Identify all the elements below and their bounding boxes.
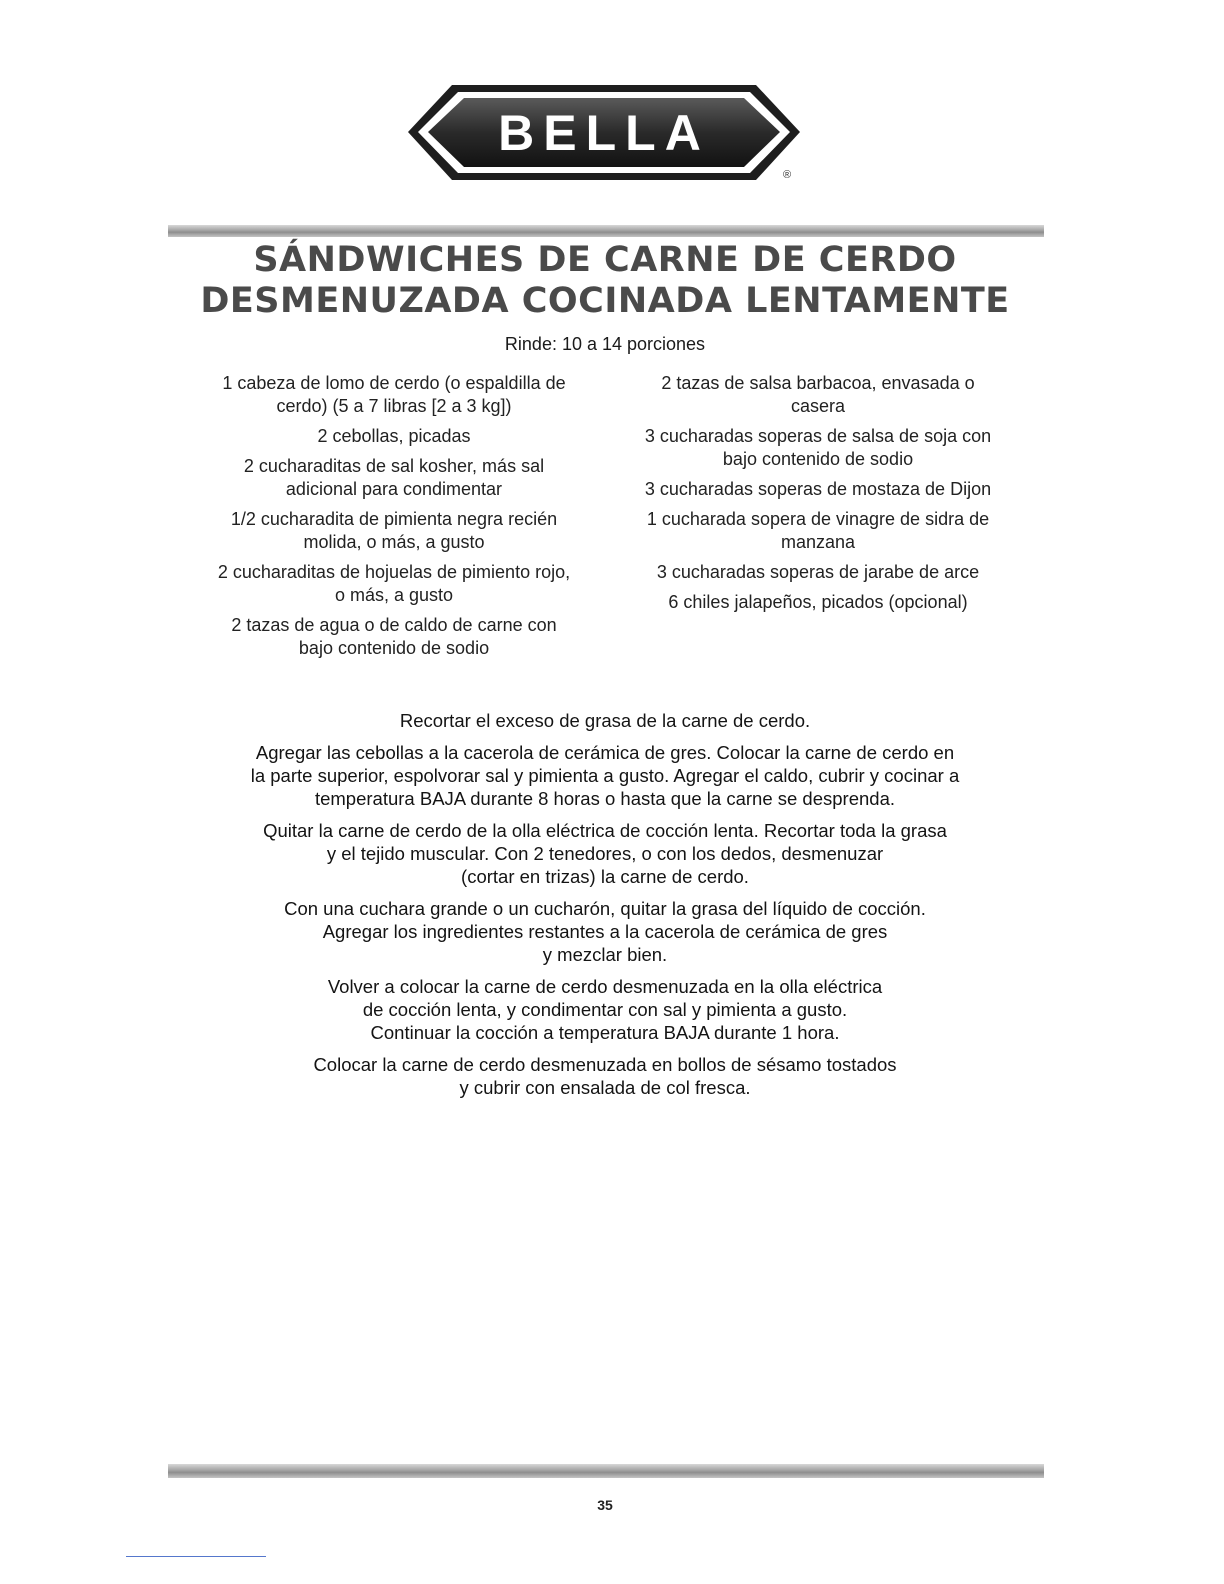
ingredient-item <box>618 561 1018 584</box>
title-line: SÁNDWICHES DE CARNE DE CERDO <box>253 240 957 280</box>
instructions <box>180 709 1030 1108</box>
brand-logo <box>404 80 804 190</box>
ingredient-item <box>618 425 1018 471</box>
ingredient-line: manzana <box>780 532 856 552</box>
ingredient-item <box>198 614 590 660</box>
instruction-line: y el tejido muscular. Con 2 tenedores, o con los dedos, desmenuzar <box>326 843 884 864</box>
brand-name: BELLA <box>498 105 710 161</box>
ingredient-item <box>198 561 590 607</box>
recipe-yield: Rinde: 10 a 14 porciones <box>504 334 706 354</box>
title-line: DESMENUZADA COCINADA LENTAMENTE <box>200 281 1010 321</box>
instruction-line: y mezclar bien. <box>542 944 668 965</box>
ingredient-line: cerdo) (5 a 7 libras [2 a 3 kg]) <box>276 396 512 416</box>
instruction-line: Continuar la cocción a temperatura BAJA durante 1 hora. <box>370 1022 840 1043</box>
instruction-line: Agregar los ingredientes restantes a la cacerola de cerámica de gres <box>322 921 888 942</box>
ingredient-item <box>618 478 1018 501</box>
instruction-step <box>180 709 1030 732</box>
ingredient-line: molida, o más, a gusto <box>303 532 485 552</box>
ingredient-line: 6 chiles jalapeños, picados (opcional) <box>668 592 968 612</box>
ingredient-line: bajo contenido de sodio <box>298 638 490 658</box>
instruction-step <box>180 975 1030 1044</box>
instruction-line: Agregar las cebollas a la cacerola de cerámica de gres. Colocar la carne de cerdo en <box>255 742 955 763</box>
ingredient-line: 3 cucharadas soperas de salsa de soja con <box>644 426 992 446</box>
instruction-line: de cocción lenta, y condimentar con sal y pimienta a gusto. <box>362 999 848 1020</box>
ingredient-line: casera <box>790 396 846 416</box>
ingredient-item <box>618 591 1018 614</box>
instruction-line: la parte superior, espolvorar sal y pimienta a gusto. Agregar el caldo, cubrir y cocinar a <box>250 765 960 786</box>
bottom-divider <box>168 1464 1044 1478</box>
ingredient-item <box>198 508 590 554</box>
ingredient-item <box>618 508 1018 554</box>
logo-badge-icon <box>404 80 804 190</box>
instruction-line: (cortar en trizas) la carne de cerdo. <box>461 866 749 887</box>
ingredient-item <box>198 455 590 501</box>
instruction-step <box>180 741 1030 810</box>
instruction-line: Volver a colocar la carne de cerdo desmenuzada en la olla eléctrica <box>327 976 883 997</box>
ingredient-line: 3 cucharadas soperas de jarabe de arce <box>656 562 980 582</box>
recipe-title <box>150 240 1060 322</box>
ingredient-line: 1 cabeza de lomo de cerdo (o espaldilla de <box>222 373 566 393</box>
ingredients-left-column <box>198 372 590 667</box>
instruction-line: y cubrir con ensalada de col fresca. <box>459 1077 751 1098</box>
ingredient-line: 2 tazas de agua o de caldo de carne con <box>231 615 557 635</box>
ingredients-right-column <box>618 372 1018 621</box>
ingredient-line: 1/2 cucharadita de pimienta negra recién <box>230 509 558 529</box>
ingredient-line: 2 cebollas, picadas <box>317 426 471 446</box>
ingredient-item <box>198 425 590 448</box>
ingredient-line: 3 cucharadas soperas de mostaza de Dijon <box>644 479 992 499</box>
instruction-line: Colocar la carne de cerdo desmenuzada en bollos de sésamo tostados <box>313 1054 897 1075</box>
ingredient-line: bajo contenido de sodio <box>722 449 914 469</box>
instruction-step <box>180 1053 1030 1099</box>
ingredient-line: adicional para condimentar <box>285 479 503 499</box>
registered-mark: ® <box>782 169 792 181</box>
instruction-step <box>180 897 1030 966</box>
instruction-line: Con una cuchara grande o un cucharón, quitar la grasa del líquido de cocción. <box>284 898 926 919</box>
top-divider <box>168 225 1044 237</box>
instruction-line: Recortar el exceso de grasa de la carne de cerdo. <box>399 710 811 731</box>
instruction-step <box>180 819 1030 888</box>
instruction-line: Quitar la carne de cerdo de la olla eléctrica de cocción lenta. Recortar toda la grasa <box>263 820 947 841</box>
ingredient-item <box>618 372 1018 418</box>
ingredient-line: o más, a gusto <box>334 585 454 605</box>
instruction-line: temperatura BAJA durante 8 horas o hasta que la carne se desprenda. <box>314 788 896 809</box>
ingredient-line: 2 cucharaditas de hojuelas de pimiento rojo, <box>217 562 571 582</box>
page-number: 35 <box>597 1497 613 1513</box>
ingredient-item <box>198 372 590 418</box>
ingredient-line: 2 tazas de salsa barbacoa, envasada o <box>661 373 975 393</box>
footnote-separator <box>126 1556 266 1557</box>
ingredient-line: 2 cucharaditas de sal kosher, más sal <box>243 456 545 476</box>
ingredient-line: 1 cucharada sopera de vinagre de sidra de <box>646 509 990 529</box>
